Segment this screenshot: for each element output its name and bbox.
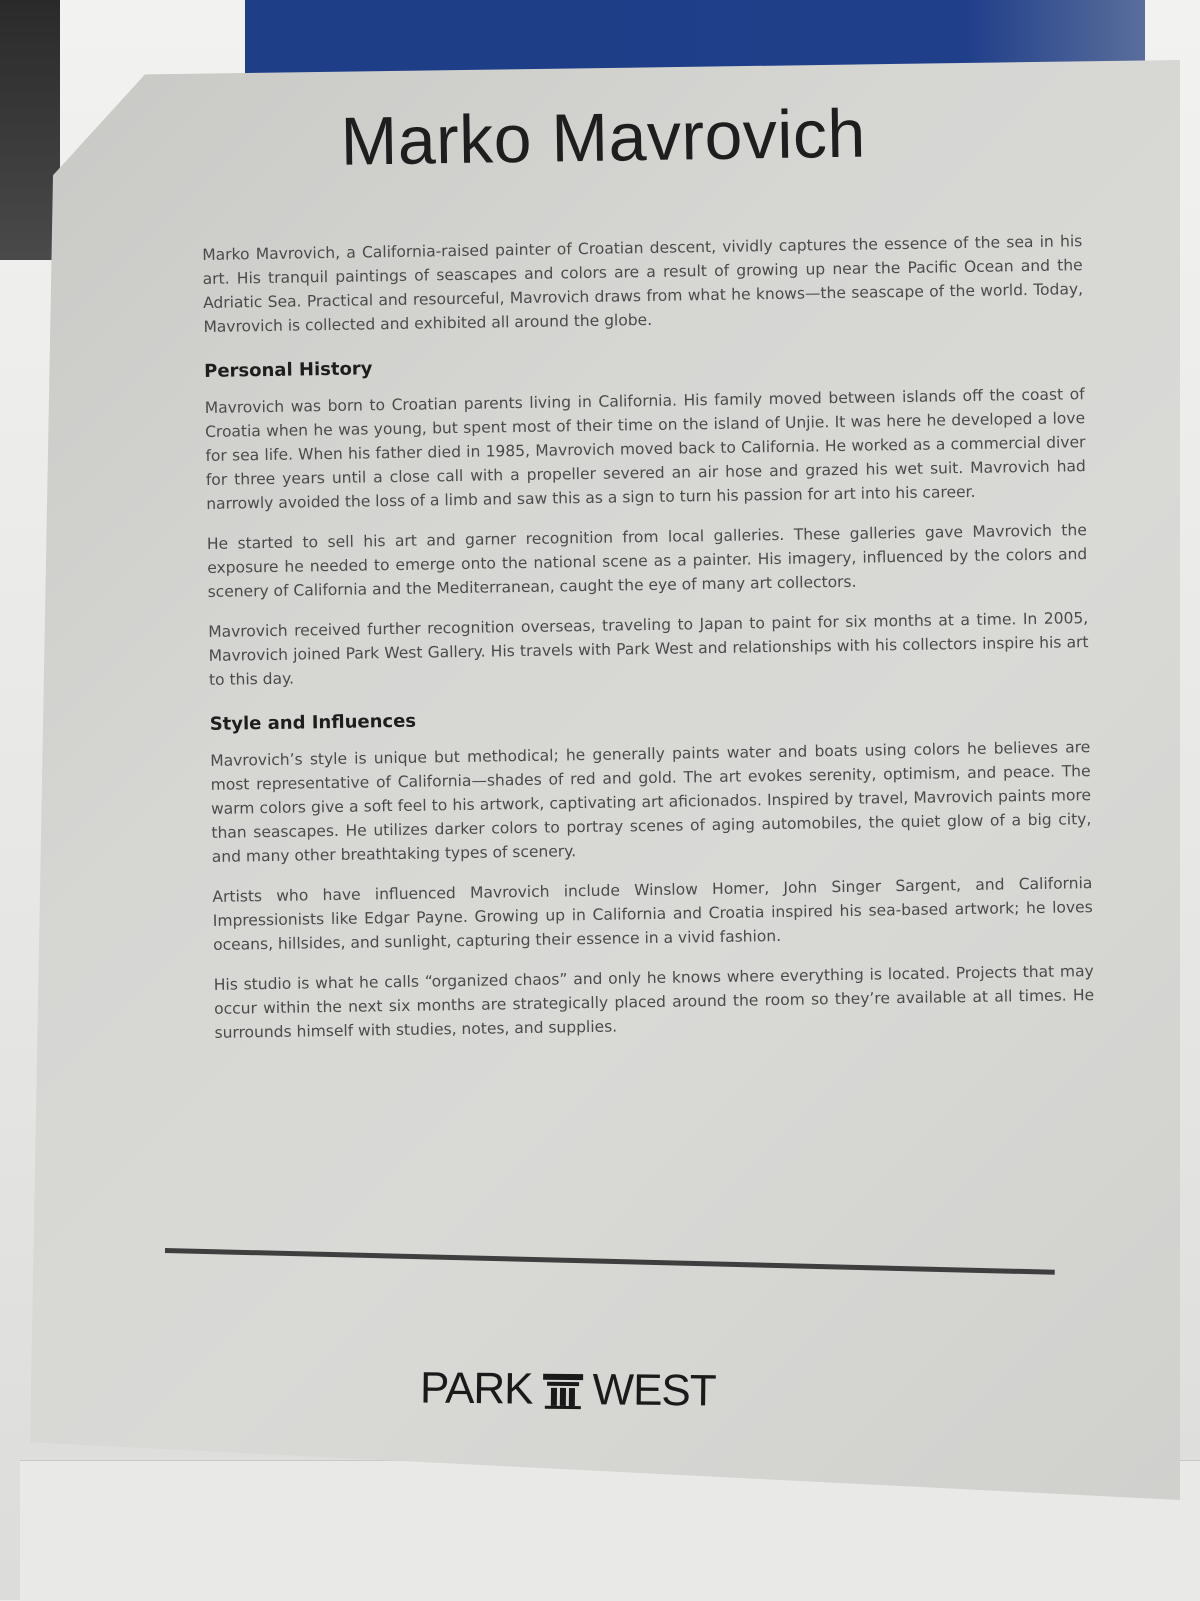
paragraph: He started to sell his art and garner recognition from local galleries. These galleries gave Mavrovich the exposure he needed to emerge onto the national scene as a painter. His imagery, influenced by the colors and scenery of California and the Mediterranean, caught the eye of many art collectors. — [206, 521, 1088, 601]
paragraph: Mavrovich was born to Croatian parents living in California. His family moved between islands off the coast of Croatia when he was young, but spent most of their time on the island of Unjie. It was here he developed a love for sea life. When his father died in 1985, Mavrovich moved back to California. He worked as a commercial diver for three years until a close call with a propeller severed an air hose and grazed his wet suit. Mavrovich had narrowly avoided the loss of a limb and saw this as a sign to turn his passion for art into his career. — [204, 385, 1086, 513]
park-west-logo — [420, 1363, 716, 1416]
paragraph: His studio is what he calls “organized chaos” and only he knows where everything is located. Projects that may occur within the next six months are strategically placed around the room so they’re available at all times. He surrounds himself with studies, notes, and supplies. — [213, 962, 1095, 1042]
section-style-and-influences — [210, 700, 1095, 1045]
intro-paragraph: Marko Mavrovich, a California-raised painter of Croatian descent, vividly captures the essence of the sea in his art. His tranquil paintings of seascapes and colors are a result of growing up near the Pacific Ocean and the Adriatic Sea. Practical and resourceful, Mavrovich draws from what he knows—the seascape of the world. Today, Mavrovich is collected and exhibited all around the globe. — [202, 232, 1084, 336]
section-heading: Personal History — [204, 358, 373, 382]
section-personal-history — [204, 347, 1089, 692]
logo-word-right: WEST — [592, 1365, 716, 1416]
dark-backdrop — [0, 0, 60, 260]
page-title: Marko Mavrovich — [339, 95, 867, 180]
section-heading: Style and Influences — [209, 710, 417, 735]
paragraph: Mavrovich received further recognition overseas, traveling to Japan to paint for six months at a time. In 2005, Mavrovich joined Park West Gallery. His travels with Park West and relationships with his collectors inspire his art to this day. — [208, 609, 1089, 689]
logo-word-left: PARK — [419, 1363, 533, 1414]
biography-content — [200, 91, 1095, 1061]
paragraph: Artists who have influenced Mavrovich include Winslow Homer, John Singer Sargent, and California Impressionists like Edgar Payne. Growing up in California and Croatia inspired his sea-based artwork; he loves oceans, hillsides, and sunlight, capturing their essence in a vivid fashion. — [212, 874, 1093, 954]
paragraph: Mavrovich’s style is unique but methodical; he generally paints water and boats using colors he believes are most representative of California—shades of red and gold. The art evokes serenity, optimism, and peace. The warm colors give a soft feel to his artwork, captivating art aficionados. Inspired by travel, Mavrovich paints more than seascapes. He utilizes darker colors to portray scenes of aging automobiles, the quiet glow of a big city, and many other breathtaking types of scenery. — [210, 738, 1092, 866]
park-west-emblem-icon — [538, 1370, 586, 1411]
